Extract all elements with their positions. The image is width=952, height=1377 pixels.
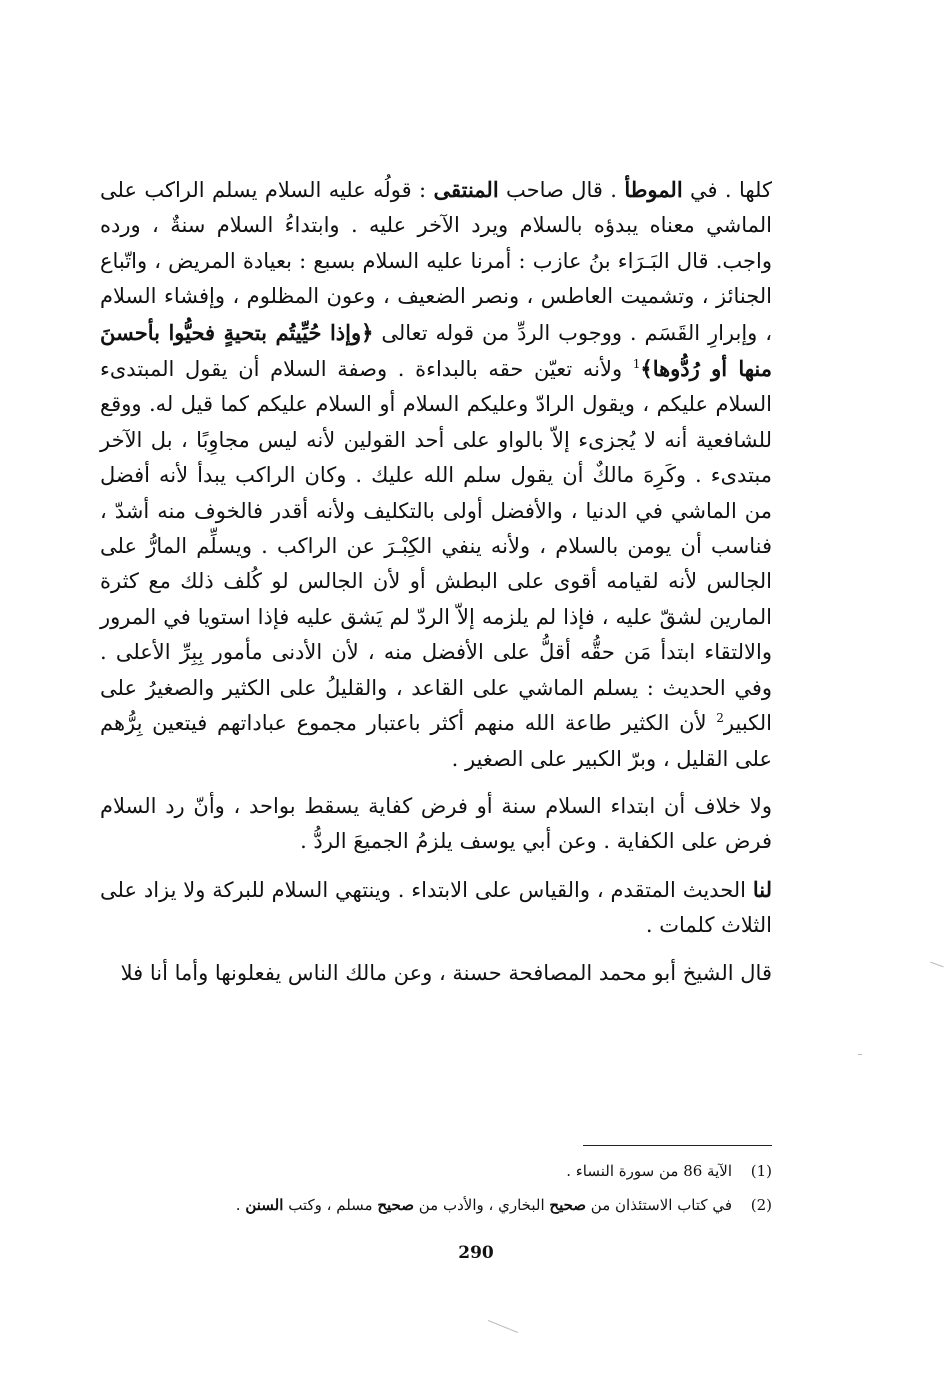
bold-text-run: لنا (752, 876, 772, 902)
footnote (100, 1188, 772, 1222)
text-run: كلها . في (682, 178, 772, 202)
text-run: : قولُه عليه السلام يسلم الراكب على الماشي معناه يبدؤه بالسلام ويرد الآخر عليه . وابتداءُ السلام سنةٌ ، ورده واجب. قال البَـرَاء بنُ عازب : أمرنا عليه السلام بسبع : بعيادة المريض ، واتّباع الجنائز ، وتشميت العاطس ، ونصر الضعيف ، وعون المظلوم ، وإفشاء السلام ، وإبرارِ القَسَم . ووجوب الردِّ من قوله تعالى (100, 178, 772, 345)
footnote-marker: 1 (632, 357, 641, 372)
body-text (100, 172, 772, 991)
footnotes (100, 1154, 772, 1222)
text-run: . (235, 1196, 246, 1214)
bold-text-run: صحيح (549, 1196, 587, 1214)
text-run: . قال صاحب (498, 178, 625, 202)
page-number: 290 (458, 1243, 494, 1263)
footnote-marker: 2 (716, 711, 724, 726)
bold-text-run: الموطأ (624, 177, 683, 202)
text-run: مسلم ، وكتب (283, 1196, 378, 1214)
paragraph (100, 872, 772, 944)
text-run: لأن الكثير طاعة الله منهم أكثر باعتبار مجموع عباداتهم فيتعين بِرُّهم على القليل ، وبرّ الكبير على الصغير . (100, 711, 772, 771)
scan-mark (488, 1320, 518, 1333)
footnote-number: (2) (750, 1196, 772, 1214)
footnote-number: (1) (750, 1162, 772, 1180)
footnote (100, 1154, 772, 1188)
text-run: ولأنه تعيّن حقه بالبداءة . وصفة السلام أن يقول المبتدىء السلام عليكم ، ويقول الرادّ وعليكم السلام أو السلام عليكم كما قيل له. ووقع للشافعية أنه لا يُجزىء إلاّ بالواو على أحد القولين لأنه ليس مجاوِبًا ، بل الآخر مبتدىء . وكَرِهَ مالكٌ أن يقول سلم الله عليك . وكان الراكب يبدأ لأنه أفضل من الماشي في الدنيا ، والأفضل أولى بالتكليف ولأنه أقدر فالخوف منه أشدّ ، فناسب أن يومن بالسلام ، ولأنه ينفي الكِبْـرَ عن الراكب . ويسلِّم المارُّ على الجالس لأنه لقيامه أقوى على البطش أو لأن الجالس لو كُلف ذلك مع كثرة المارين لشقّ عليه ، فإذا لم يلزمه إلاّ الردّ لم يَشق عليه فإذا استويا في المرور والالتقاء ابتدأ مَن حقُّه أقلُّ على الأفضل منه ، لأن الأدنى مأمور بِبِرِّ الأعلى . وفي الحديث : يسلم الماشي على القاعد ، والقليلُ على الكثير والصغيرُ على الكبير (100, 357, 772, 736)
paragraph (100, 789, 772, 860)
bold-text-run: ﴿وإذا حُيِّيتُم بتحيةٍ فحيُّوا بأحسنَ منها أو رُدُّوها﴾ (100, 319, 772, 382)
bold-text-run: المنتقى (433, 177, 499, 202)
text-run: الحديث المتقدم ، والقياس على الابتداء . وينتهي السلام للبركة ولا يزاد على الثلاث كلمات . (100, 877, 772, 938)
text-run: البخاري ، والأدب من (413, 1196, 550, 1214)
scan-mark (930, 962, 943, 968)
bold-text-run: السنن (245, 1196, 284, 1214)
text-run: الآية 86 من سورة النساء . (566, 1162, 732, 1180)
text-run: قال الشيخ أبو محمد المصافحة حسنة ، وعن مالك الناس يفعلونها وأما أنا فلا (120, 960, 772, 985)
footnote-separator (583, 1145, 772, 1146)
bold-text-run: صحيح (377, 1196, 414, 1214)
paragraph (100, 956, 772, 991)
scan-mark (858, 1054, 862, 1055)
paragraph (100, 172, 772, 777)
text-run: ولا خلاف أن ابتداء السلام سنة أو فرض كفاية يسقط بواحد ، وأنّ رد السلام فرض على الكفاية . وعن أبي يوسف يلزمُ الجميعَ الردُّ . (100, 793, 772, 854)
text-run: في كتاب الاستئذان من (586, 1196, 732, 1214)
